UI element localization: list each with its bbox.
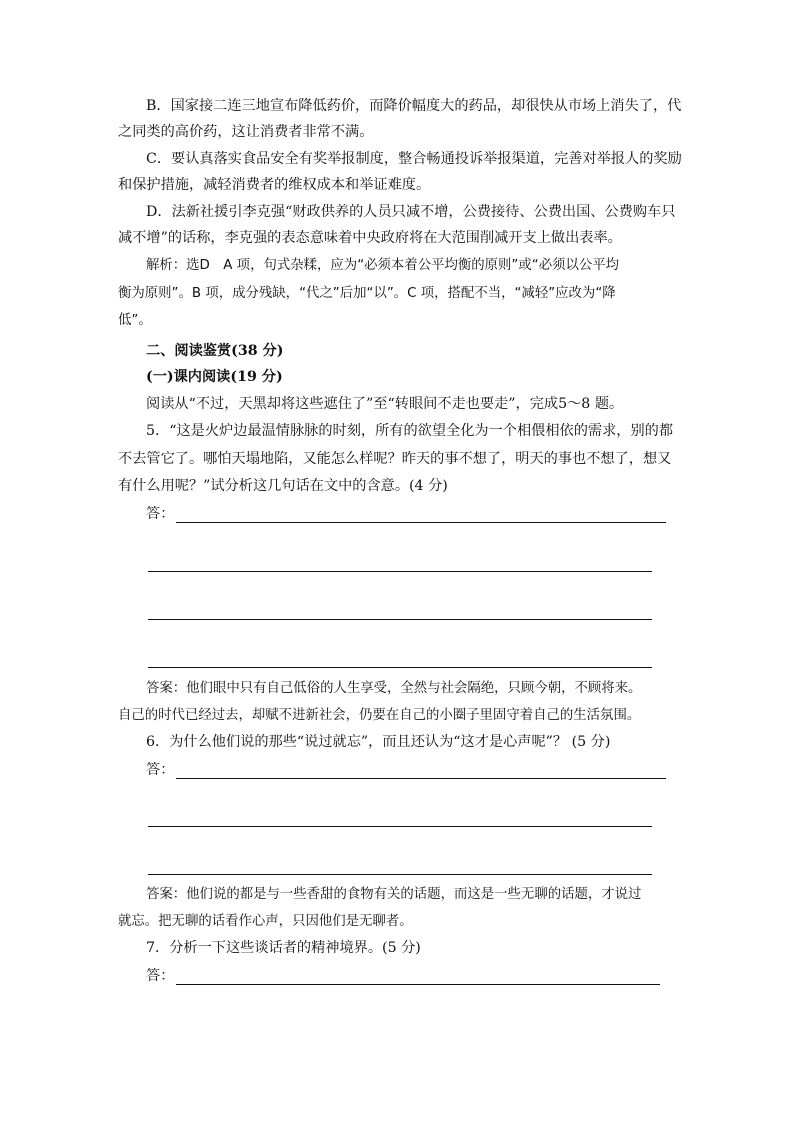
answer-q6-line-1: 答案：他们说的都是与一些香甜的食物有关的话题，而这是一些无聊的话题，才说过 [146,887,642,902]
analysis-line-1: 解析：选D A 项，句式杂糅，应为“必须本着公平均衡的原则”或“必须以公平均 [146,258,620,273]
option-b-line-2: 之同类的高价药，这让消费者非常不满。 [118,124,374,140]
answer-label: 答： [146,762,175,778]
answer-line [176,522,666,523]
analysis-line-2: 衡为原则”。B 项，成分残缺，“代之”后加“以”。C 项，搭配不当，“减轻”应改为“降 [118,286,616,301]
option-d-line-2: 减不增”的话称，李克强的表态意味着中央政府将在大范围削减开支上做出表率。 [118,230,622,246]
option-b-line-1: B．国家接二连三地宣布降低药价，而降价幅度大的药品，却很快从市场上消失了，代 [146,98,682,114]
answer-row-q6[interactable] [146,760,666,782]
answer-line[interactable] [148,571,652,572]
subsection-title: (一)课内阅读(19 分) [146,369,283,385]
answer-label: 答： [146,506,175,522]
question-7-line-1: 7．分析一下这些谈话者的精神境界。(5 分) [146,940,421,956]
answer-line[interactable] [148,667,652,668]
answer-row-q7[interactable] [146,966,660,988]
answer-line [176,984,660,985]
answer-row-q5[interactable] [146,504,666,526]
answer-q5-line-2: 自己的时代已经过去，却赋不进新社会，仍要在自己的小圈子里固守着自己的生活氛围。 [118,708,641,723]
question-6-line-1: 6．为什么他们说的那些“说过就忘”，而且还认为“这才是心声呢”？ (5 分) [146,734,611,750]
answer-line [176,778,666,779]
answer-line[interactable] [148,826,652,827]
analysis-line-3: 低”。 [118,313,152,328]
answer-q6-line-2: 就忘。把无聊的话看作心声，只因他们是无聊者。 [118,914,413,929]
answer-line[interactable] [148,619,652,620]
answer-label: 答： [146,968,175,984]
answer-q5-line-1: 答案：他们眼中只有自己低俗的人生享受，全然与社会隔绝，只顾今朝，不顾将来。 [146,681,642,696]
answer-line[interactable] [148,874,652,875]
option-c-line-2: 和保护措施，减轻消费者的维权成本和举证难度。 [118,177,431,193]
option-c-line-1: C．要认真落实食品安全有奖举报制度，整合畅通投诉举报渠道，完善对举报人的奖励 [146,151,682,167]
option-d-line-1: D．法新社援引李克强“财政供养的人员只减不增，公费接待、公费出国、公费购车只 [146,204,676,220]
question-5-line-3: 有什么用呢？”试分析这几句话在文中的含意。(4 分) [118,478,448,494]
question-5-line-1: 5．“这是火炉边最温情脉脉的时刻，所有的欲望全化为一个相偎相依的需求，别的都 [146,423,674,439]
reading-instruction: 阅读从“不过，天黑却将这些遮住了”至“转眼间不走也要走”，完成5～8 题。 [146,396,624,412]
section-title: 二、阅读鉴赏(38 分) [146,343,284,359]
question-5-line-2: 不去管它了。哪怕天塌地陷，又能怎么样呢？昨天的事不想了，明天的事也不想了，想又 [118,451,672,467]
